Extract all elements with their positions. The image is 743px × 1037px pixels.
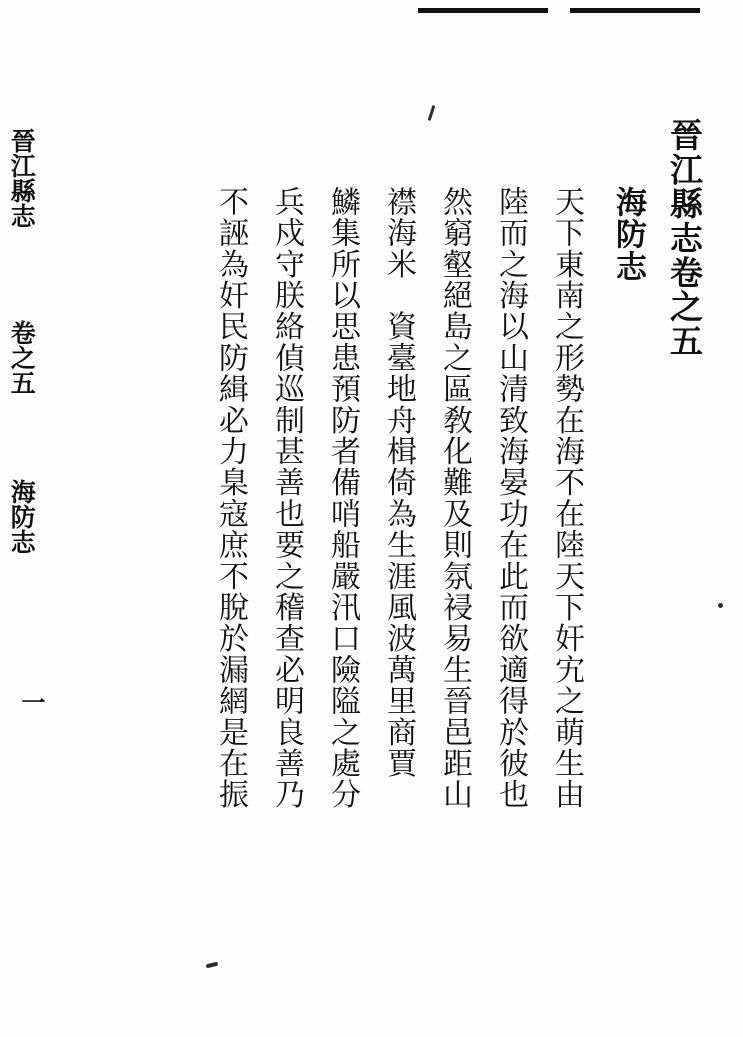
- page-top-rule-left: [418, 8, 548, 13]
- running-head-section: 海防志: [7, 479, 37, 554]
- text-column-3: 然窮壑絕島之區敎化難及則氛祲易生晉邑距山: [437, 186, 472, 810]
- text-column-6: 兵戍守朕絡偵巡制甚善也要之稽查必明良善乃: [269, 186, 304, 810]
- page-number: 一: [17, 690, 46, 714]
- text-column-5: 鱗集所以思患預防者備哨船嚴汛口險隘之處分: [325, 186, 360, 810]
- text-column-2: 陸而之海以山清致海晏功在此而欲適得於彼也: [493, 186, 528, 810]
- ink-mark: [206, 962, 219, 969]
- running-head-juan: 卷之五: [7, 320, 37, 395]
- running-head-book: 晉江縣志: [7, 128, 37, 228]
- text-column-4: 襟海米 資臺地舟楫倚為生涯風波萬里商賈: [381, 186, 416, 779]
- ink-mark: [428, 105, 436, 121]
- text-column-7: 不誣為奸民防緝必力臬寇庶不脫於漏網是在振: [213, 186, 248, 810]
- ink-mark: [718, 603, 723, 608]
- running-head: [7, 128, 37, 554]
- section-title: 海防志: [610, 186, 646, 283]
- page-title: 晉江縣志卷之五: [665, 118, 704, 359]
- page-top-rule-right: [570, 8, 700, 13]
- text-column-1: 天下東南之形勢在海不在陸天下奸宄之萌生由: [549, 186, 584, 810]
